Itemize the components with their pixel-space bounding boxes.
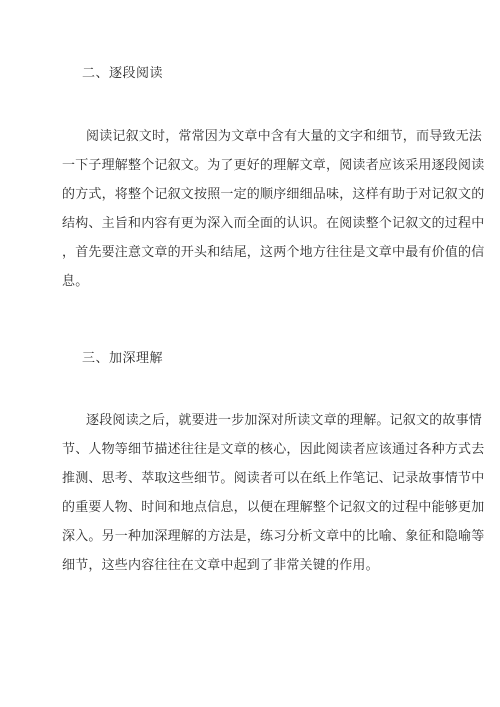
paragraph-line: 的方式，将整个记叙文按照一定的顺序细细品味，这样有助于对记叙文的 <box>62 187 485 202</box>
paragraph-line: 节、人物等细节描述往往是文章的核心，因此阅读者应该通过各种方式去 <box>62 442 485 457</box>
paragraph-line: 一下子理解整个记叙文。为了更好的理解文章，阅读者应该采用逐段阅读 <box>62 158 485 173</box>
section-paragraph-reading-by-paragraph <box>62 122 485 296</box>
paragraph-line: 逐段阅读之后，就要进一步加深对所读文章的理解。记叙文的故事情 <box>86 413 483 428</box>
paragraph-line: 深入。另一种加深理解的方法是，练习分析文章中的比喻、象征和隐喻等 <box>62 529 485 544</box>
paragraph-line: ，首先要注意文章的开头和结尾，这两个地方往往是文章中最有价值的信 <box>62 245 485 260</box>
paragraph-line: 的重要人物、时间和地点信息，以便在理解整个记叙文的过程中能够更加 <box>62 500 485 515</box>
paragraph-line: 推测、思考、萃取这些细节。阅读者可以在纸上作笔记、记录故事情节中 <box>62 471 485 486</box>
paragraph-line: 细节，这些内容往往在文章中起到了非常关键的作用。 <box>62 558 379 573</box>
paragraph-line: 阅读记叙文时，常常因为文章中含有大量的文字和细节，而导致无法 <box>86 129 483 144</box>
paragraph-line: 结构、主旨和内容有更为深入而全面的认识。在阅读整个记叙文的过程中 <box>62 216 485 231</box>
section-heading-reading-by-paragraph: 二、逐段阅读 <box>82 66 164 81</box>
paragraph-line: 息。 <box>62 274 89 289</box>
section-heading-deepen-understanding: 三、加深理解 <box>82 351 164 366</box>
section-paragraph-deepen-understanding <box>62 406 485 580</box>
